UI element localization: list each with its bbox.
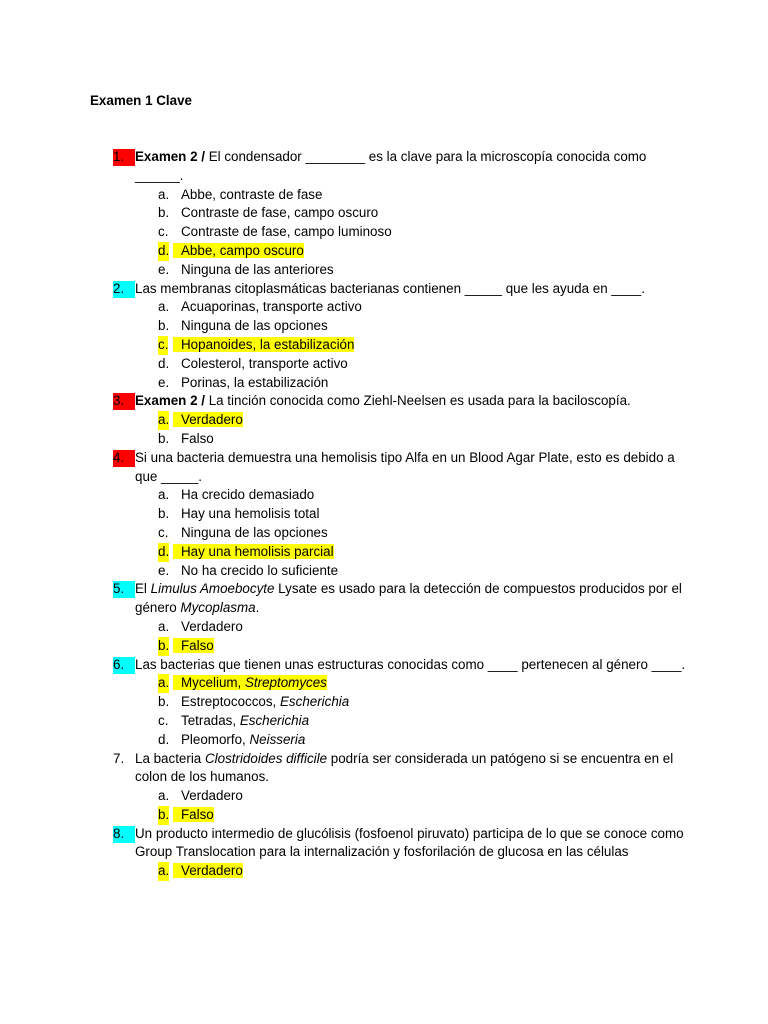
option-text: Verdadero [181,618,243,634]
option-letter: a. [158,862,169,881]
option-letter: c. [158,224,169,240]
option-letter: a. [158,299,170,315]
option-text: Hopanoides, la estabilización [181,336,355,352]
question-italic-term: Clostridoides difficile [204,750,328,766]
correct-answer-highlight [173,412,243,427]
option-text: Falso [181,806,214,822]
question-number-label: 8. [113,825,125,841]
question-text [0,280,768,299]
option-italic-genus: Escherichia [239,712,310,728]
answer-option [0,411,768,430]
answer-option [0,317,768,336]
answer-option [0,543,768,562]
option-letter: b. [158,318,170,334]
question-number [113,148,124,167]
option-letter: b. [158,806,169,825]
option-italic-genus: Escherichia [280,694,350,710]
correct-answer-highlight [173,337,354,352]
answer-option [0,562,768,581]
answer-option [0,430,768,449]
question-text [0,449,768,487]
option-text: Ninguna de las opciones [181,524,328,540]
option-letter: d. [158,731,170,747]
option-text: Abbe, contraste de fase [181,186,323,202]
option-label [181,299,362,314]
answer-option [0,336,768,355]
question-text-part: La bacteria [135,750,205,766]
option-letter: d. [158,355,170,371]
option-label [181,262,334,277]
answer-option [0,674,768,693]
option-letter: b. [158,637,169,656]
option-text: Porinas, la estabilización [181,374,329,390]
question-item [0,148,768,280]
option-text: No ha crecido lo suficiente [181,562,339,578]
question-number-label: 4. [113,449,125,465]
question-exam-tag: Examen 2 / [135,149,205,164]
option-text: Mycelium, [181,675,245,691]
option-letter: a. [158,618,170,634]
option-letter: e. [158,562,170,578]
correct-answer-highlight [173,638,214,653]
document-title: Examen 1 Clave [90,93,192,108]
answer-option [0,186,768,205]
option-label [181,187,322,202]
question-item [0,449,768,581]
question-body: Las bacterias que tienen unas estructuras conocidas como ____ pertenecen al género ____. [135,656,686,672]
question-number [113,449,124,468]
correct-answer-highlight [173,544,334,559]
option-letter: a. [158,186,170,202]
option-text: Contraste de fase, campo luminoso [181,224,392,240]
option-letter: a. [158,674,169,693]
option-letter: c. [158,336,168,355]
question-number [113,280,124,299]
option-label [181,205,378,220]
option-text: Falso [181,430,214,446]
question-item [0,280,768,393]
question-number-label: 1. [113,149,125,164]
option-letter: a. [158,788,170,804]
question-text [0,148,768,186]
answer-option [0,505,768,524]
answer-option [0,731,768,750]
option-text: Falso [181,637,214,653]
question-text [0,750,768,788]
answer-option [0,618,768,637]
option-letter: b. [158,506,170,522]
question-number-label: 6. [113,656,125,672]
question-number [113,580,124,599]
option-label [181,318,328,333]
answer-option [0,712,768,731]
answer-option [0,862,768,881]
question-number [113,825,124,844]
option-letter: b. [158,694,170,710]
question-number [113,750,124,769]
question-body: Las membranas citoplasmáticas bacterianas contienen _____ que les ayuda en ____. [135,280,645,296]
question-item [0,580,768,655]
question-body: El condensador ________ es la clave para la microscopía conocida como ______. [135,149,647,183]
question-text-part: Lysate es usado para la detección de compuestos producidos por el género [135,581,682,616]
question-number-label: 7. [113,750,125,766]
answer-option [0,637,768,656]
question-item [0,392,768,448]
option-letter: e. [158,261,170,277]
option-letter: e. [158,374,170,390]
option-letter: c. [158,712,169,728]
option-letter: b. [158,205,170,221]
option-text: Verdadero [181,788,243,804]
question-italic-term: Mycoplasma [180,600,256,616]
answer-option [0,355,768,374]
option-text: Tetradas, [181,712,240,728]
question-body: Un producto intermedio de glucólisis (fosfoenol piruvato) participa de lo que se conoce como Group Translocation para la internalización y fosforilación de glucosa en las células [135,825,684,860]
question-item [0,750,768,825]
answer-option [0,806,768,825]
answer-option [0,486,768,505]
option-text: Contraste de fase, campo oscuro [181,205,379,221]
option-text: Hay una hemolisis total [181,506,320,522]
option-label [181,525,328,540]
question-text-part: podría ser considerada un patógeno si se encuentra en el colon de los humanos. [135,750,674,785]
option-letter: d. [158,543,169,562]
option-label [181,375,328,390]
question-number-label: 2. [113,280,125,296]
correct-answer-highlight [173,243,304,258]
answer-option [0,374,768,393]
option-italic-genus: Neisseria [249,731,306,747]
answer-option [0,787,768,806]
question-italic-term: Limulus Amoebocyte [150,581,275,597]
answer-option [0,223,768,242]
correct-answer-highlight [173,675,327,690]
option-text: Verdadero [181,412,243,428]
option-label [181,431,214,446]
option-text: Ha crecido demasiado [181,487,315,503]
option-text: Pleomorfo, [181,731,250,747]
answer-option [0,524,768,543]
question-body: Si una bacteria demuestra una hemolisis tipo Alfa en un Blood Agar Plate, esto es debido a que _____. [135,449,675,484]
question-text-part: . [255,600,260,616]
option-label [181,487,314,502]
option-label [181,563,338,578]
option-letter: b. [158,430,170,446]
option-italic-genus: Streptomyces [245,675,327,691]
option-text: Abbe, campo oscuro [181,242,304,258]
question-number [113,656,124,675]
question-item [0,825,768,881]
option-text: Hay una hemolisis parcial [181,543,334,559]
question-exam-tag: Examen 2 / [135,393,205,409]
question-text [0,580,768,618]
option-letter: c. [158,524,169,540]
option-label [181,694,349,709]
answer-option [0,261,768,280]
option-label [181,788,243,803]
option-label [181,732,305,747]
option-text: Verdadero [181,863,243,879]
question-number [113,392,124,411]
question-text [0,825,768,863]
question-text [0,656,768,675]
option-label [181,224,392,239]
option-text: Estreptococcos, [181,694,280,710]
question-text [0,392,768,411]
answer-option [0,242,768,261]
option-label [181,506,319,521]
question-number-label: 5. [113,581,125,597]
answer-option [0,298,768,317]
answer-option [0,204,768,223]
option-text: Acuaporinas, transporte activo [181,299,362,315]
question-list [0,148,768,881]
option-label [181,356,348,371]
option-letter: a. [158,487,170,503]
option-text: Ninguna de las anteriores [181,261,334,277]
question-body: La tinción conocida como Ziehl-Neelsen es usada para la baciloscopía. [204,393,631,409]
question-text-part: El [135,581,151,597]
option-label [181,619,243,634]
correct-answer-highlight [173,807,214,822]
question-number-label: 3. [113,393,125,409]
option-text: Colesterol, transporte activo [181,355,348,371]
question-item [0,656,768,750]
correct-answer-highlight [173,863,243,878]
option-label [181,713,309,728]
option-letter: a. [158,411,169,430]
option-letter: d. [158,242,169,261]
option-text: Ninguna de las opciones [181,318,328,334]
answer-option [0,693,768,712]
